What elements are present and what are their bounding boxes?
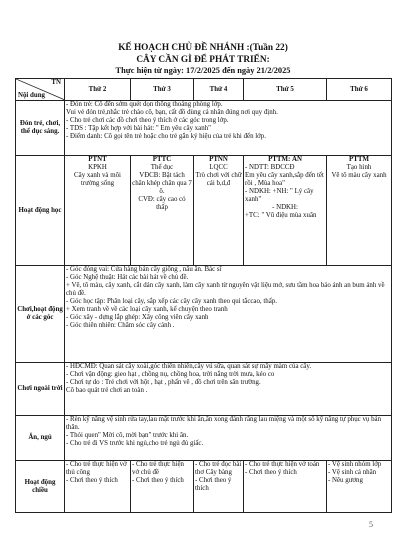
corners-line: - Góc xây - dựng lắp ghép: Xây công viên cây xanh	[66, 314, 209, 321]
study-thu-line: Em yêu cây xanh,sắp đến tết rồi , Mùa hoa"	[245, 172, 324, 187]
study-thu-line: - NDTT: BDCCĐ	[245, 164, 295, 171]
meal-line: - Cho trẻ đi VS trước khi ngủ,cho trẻ ngủ đủ giấc.	[66, 440, 204, 447]
afternoon-label: Hoạt động chiều	[16, 461, 65, 513]
afternoon-thu	[244, 461, 327, 513]
study-thu-line: - NDKH: +NH: " Lý cây xanh"	[245, 188, 314, 203]
study-mon-line: Cây xanh và môi trường sống	[74, 172, 121, 187]
page-number: 5	[369, 520, 373, 529]
afternoon-mon-line: - Cho trẻ thực hiện vở thủ công	[66, 461, 127, 476]
study-mon-line: KPKH	[88, 164, 107, 171]
corners-line: + Vẽ, tô màu, cây xanh, cắt dán cây xanh, làm cây xanh từ nguyên vật liệu mở, sưu tầm hoa báo ảnh an bum ảnh về chủ đề.	[66, 282, 385, 297]
morning-line: - TDS : Tập kết hợp với bài hát: " Em yêu cây xanh"	[66, 125, 211, 132]
afternoon-wed-line: - Cho trẻ đọc bài thơ Cây bàng	[195, 461, 242, 476]
afternoon-fri-line: - Vệ sinh cá nhân	[328, 469, 377, 476]
afternoon-mon	[65, 461, 131, 513]
morning-content	[65, 101, 392, 156]
plan-subtitle: CÂY CẦN GÌ ĐỂ PHÁT TRIỂN:	[136, 55, 270, 65]
afternoon-mon-line: - Chơi theo ý thích	[66, 477, 118, 484]
meal-row	[16, 416, 392, 461]
corner-top-label: TN	[51, 79, 61, 86]
study-tue-line: Thể dục	[150, 164, 174, 171]
morning-line: Vui vẻ đón trẻ,nhắc trẻ chào cô, bạn, cất đồ dùng cá nhân đúng nơi quy định.	[66, 109, 278, 116]
study-wed-line: LQCC	[209, 164, 228, 171]
afternoon-tue	[131, 461, 194, 513]
afternoon-tue-line: - Cho trẻ thực hiện vở chủ đề	[132, 461, 184, 476]
morning-label: Đón trẻ, chơi, thể dục sáng.	[16, 101, 65, 156]
day-header-thu: Thứ 5	[244, 79, 327, 101]
study-thu-line: - NDKH:	[272, 204, 298, 211]
weekly-plan-table	[15, 78, 392, 513]
afternoon-wed	[194, 461, 244, 513]
meal-line: - Rèn kỹ năng vệ sinh rửa tay,lau mặt trước khi ăn,ăn xong đánh răng lau miệng và một số kỹ năng tự phục vụ bản thân.	[66, 416, 382, 431]
study-mon	[65, 156, 131, 266]
day-header-fri: Thứ 6	[327, 79, 392, 101]
outdoor-row	[16, 363, 392, 416]
study-wed	[194, 156, 244, 266]
corner-bottom-label: Nội dung	[18, 92, 46, 99]
corners-line: + Xem tranh về về các loại cây xanh, kể chuyện theo tranh	[66, 306, 228, 313]
afternoon-fri-line: - Nêu gương	[328, 477, 363, 484]
afternoon-fri-line: - Vệ sinh nhóm lớp	[328, 461, 382, 468]
meal-line: - Thói quen" Mời cô, mời bạn" trước khi ăn.	[66, 432, 189, 439]
study-wed-line: Trò chơi với chữ cái b,d,đ	[195, 172, 242, 187]
study-tue-line: PTTC	[152, 156, 172, 163]
study-fri-line: Tạo hình	[346, 164, 372, 171]
outdoor-line: Cô bao quát trẻ chơi an toàn .	[66, 387, 148, 394]
study-tue-line: CVĐ: cây cao cỏ thấp	[138, 196, 186, 211]
study-label: Hoạt động học	[16, 156, 65, 266]
outdoor-line: - HĐCMĐ: Quan sát cây xoài,góc thiên nhiên,cây vú sữa, quan sát sự mây màm của cây.	[66, 363, 312, 370]
header-row	[16, 79, 392, 101]
plan-period: Thực hiện từ ngày: 17/2/2025 đến ngày 21/2/2025	[115, 66, 291, 75]
outdoor-content	[65, 363, 392, 416]
meal-content	[65, 416, 392, 461]
study-thu-line: PTTM: ÂN	[268, 156, 302, 163]
corners-row	[16, 266, 392, 363]
morning-line: - Điểm danh: Cô gọi tên trẻ hoặc cho trẻ gắn ký hiệu của trẻ khi đến lớp.	[66, 133, 266, 140]
study-mon-line: PTNT	[88, 156, 107, 163]
study-tue-line: VĐCB: Bật tách chân khép chân qua 7 ô.	[132, 172, 192, 195]
afternoon-row	[16, 461, 392, 513]
corners-line: - Góc Nghệ thuật: Hát các bài hát về chủ đề.	[66, 274, 189, 281]
morning-line: - Đón trẻ: Cô đến sớm quét dọn thông thoáng phòng lớp.	[66, 101, 223, 108]
outdoor-line: - Chơi tự do : Trẻ chơi với hột , hạt , phấn vẽ , đồ chơi trên sân trường.	[66, 379, 261, 386]
corners-line: - Góc đóng vai: Cửa hàng bán cây giống , nấu ăn. Bác sĩ	[66, 266, 222, 273]
afternoon-thu-line: - Cho trẻ thực hiện vở toán	[245, 461, 320, 468]
afternoon-thu-line: - Chơi theo ý thích	[245, 469, 297, 476]
corners-content	[65, 266, 392, 363]
meal-label: Ăn, ngủ	[16, 416, 65, 461]
study-fri	[327, 156, 392, 266]
study-fri-line: PTTM	[349, 156, 369, 163]
outdoor-label: Chơi ngoài trời	[16, 363, 65, 416]
day-header-mon: Thứ 2	[65, 79, 131, 101]
corners-label: Chơi,hoạt động ở các góc	[16, 266, 65, 363]
plan-title: KẾ HOẠCH CHỦ ĐỀ NHÁNH :(Tuần 22)	[118, 43, 288, 53]
study-row	[16, 156, 392, 266]
study-thu	[244, 156, 327, 266]
day-header-tue: Thứ 3	[131, 79, 194, 101]
morning-line: - Cho trẻ chơi các đồ chơi theo ý thích ở các góc trong lớp.	[66, 117, 229, 124]
corners-line: - Góc thiên nhiên: Chăm sóc cây cảnh .	[66, 322, 175, 329]
morning-row	[16, 101, 392, 156]
day-header-wed: Thứ 4	[194, 79, 244, 101]
corner-cell	[16, 79, 65, 101]
afternoon-fri	[327, 461, 392, 513]
corners-line: - Góc học tập: Phân loại cây, sắp xếp các cây cây xanh theo qui tắccao, thấp.	[66, 298, 277, 305]
outdoor-line: - Chơi vận động: gieo hạt , chồng nụ, chồng hoa, trời nắng trời mưa, kéo co	[66, 371, 275, 378]
afternoon-tue-line: - Chơi theo ý thích	[132, 477, 184, 484]
study-thu-line: +TC: " Vũ điệu mùa xuân	[245, 212, 317, 219]
afternoon-wed-line: - Chơi theo ý thích	[195, 477, 232, 492]
study-fri-line: Vẽ tô màu cây xanh	[331, 172, 387, 179]
study-tue	[131, 156, 194, 266]
study-wed-line: PTNN	[209, 156, 228, 163]
